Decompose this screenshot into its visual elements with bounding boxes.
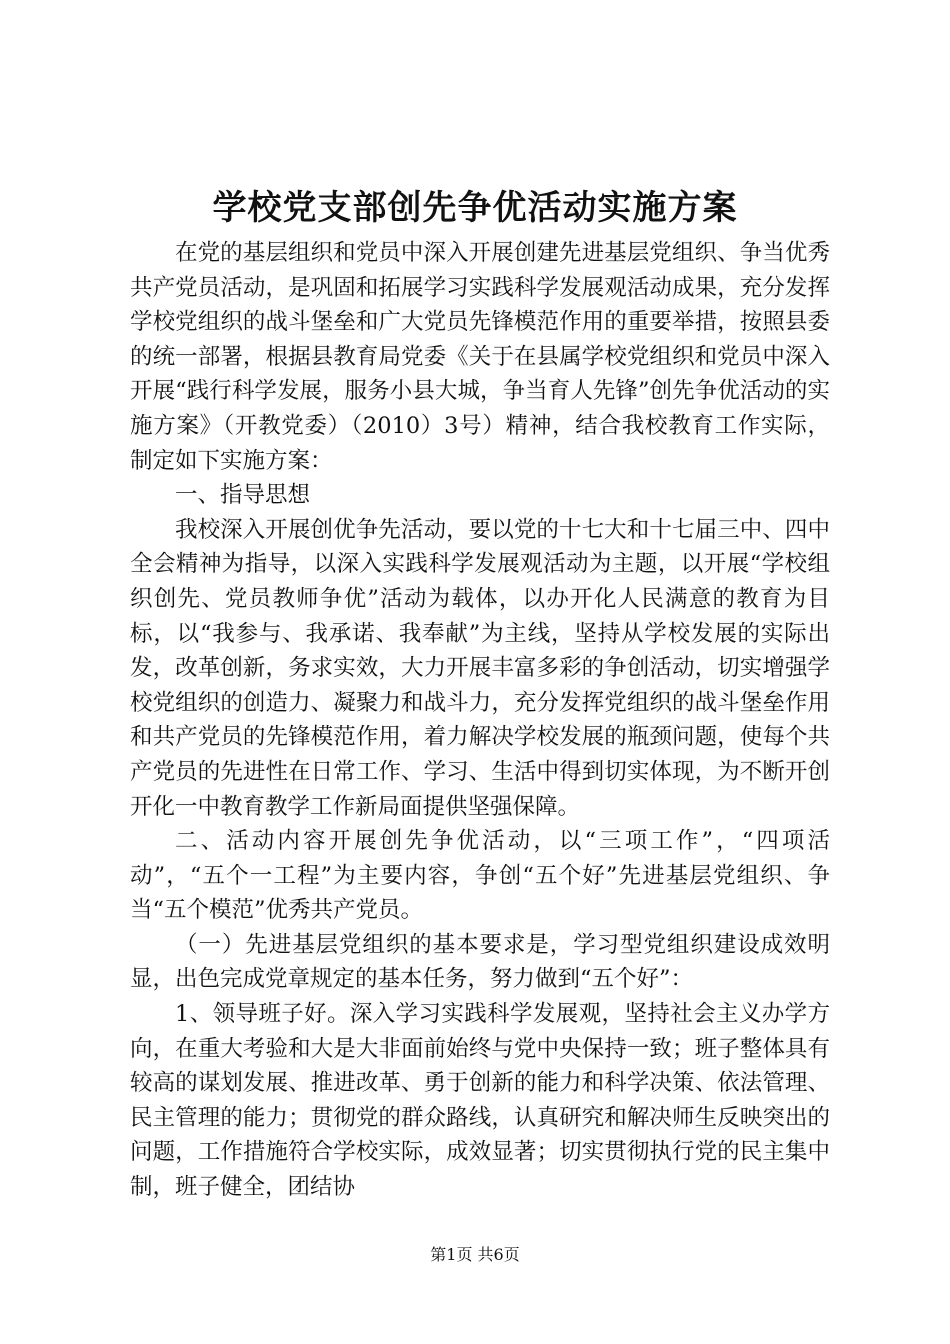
document-body	[130, 236, 830, 1205]
document-title: 学校党支部创先争优活动实施方案	[212, 188, 738, 228]
paragraph-guiding-ideology: 我校深入开展创优争先活动，要以党的十七大和十七届三中、四中全会精神为指导，以深入实践科学发展观活动为主题，以开展“学校组织创先、党员教师争优”活动为载体，以办开化人民满意的教育为目标，以“我参与、我承诺、我奉献”为主线，坚持从学校发展的实际出发，改革创新，务求实效，大力开展丰富多彩的争创活动，切实增强学校党组织的创造力、凝聚力和战斗力，充分发挥党组织的战斗堡垒作用和共产党员的先锋模范作用，着力解决学校发展的瓶颈问题，使每个共产党员的先进性在日常工作、学习、生活中得到切实体现，为不断开创开化一中教育教学工作新局面提供坚强保障。	[130, 516, 830, 820]
paragraph-leadership-team: 1、领导班子好。深入学习实践科学发展观，坚持社会主义办学方向，在重大考验和大是大非面前始终与党中央保持一致；班子整体具有较高的谋划发展、推进改革、勇于创新的能力和科学决策、依法管理、民主管理的能力；贯彻党的群众路线，认真研究和解决师生反映突出的问题，工作措施符合学校实际，成效显著；切实贯彻执行党的民主集中制，班子健全，团结协	[130, 1001, 830, 1201]
paragraph-activity-content: 二、活动内容开展创先争优活动，以“三项工作”，“四项活动”，“五个一工程”为主要内容，争创“五个好”先进基层党组织、争当“五个模范”优秀共产党员。	[130, 828, 830, 924]
paragraph-basic-requirements: （一）先进基层党组织的基本要求是，学习型党组织建设成效明显，出色完成党章规定的基本任务，努力做到“五个好”：	[130, 931, 830, 993]
paragraph-intro: 在党的基层组织和党员中深入开展创建先进基层党组织、争当优秀共产党员活动，是巩固和拓展学习实践科学发展观活动成果，充分发挥学校党组织的战斗堡垒和广大党员先锋模范作用的重要举措，按照县委的统一部署，根据县教育局党委《关于在县属学校党组织和党员中深入开展“践行科学发展，服务小县大城，争当育人先锋”创先争优活动的实施方案》（开教党委）（2010）3号）精神，结合我校教育工作实际，制定如下实施方案：	[130, 240, 830, 474]
page-number-footer: 第1页 共6页	[430, 1245, 520, 1264]
section-heading-guiding-ideology: 一、指导思想	[175, 482, 311, 509]
